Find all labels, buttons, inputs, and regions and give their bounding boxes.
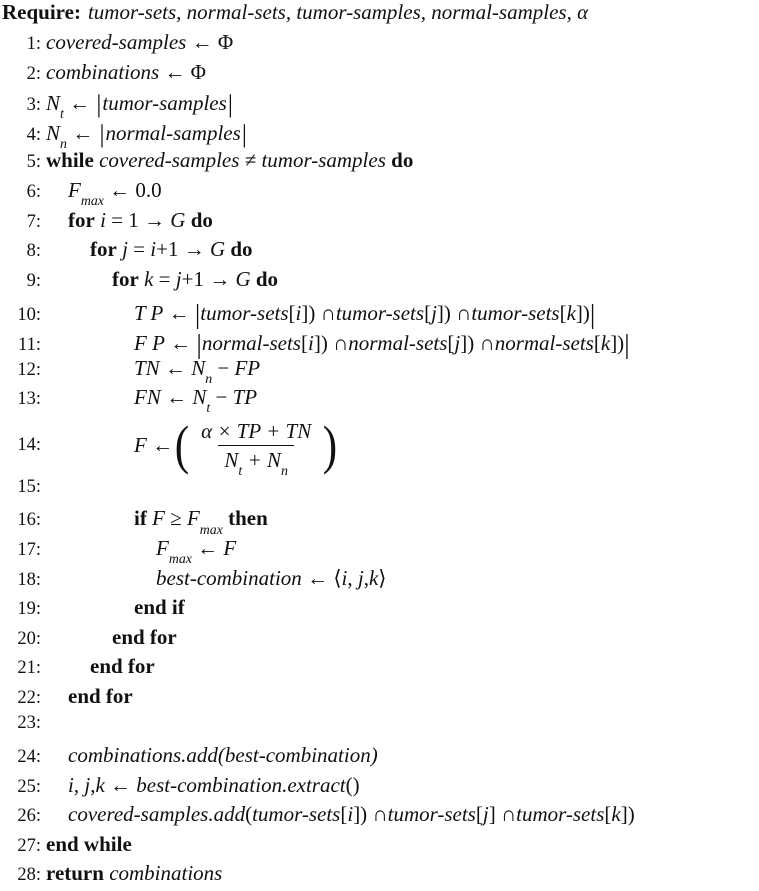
line-number: 28: (17, 865, 41, 886)
line-content: combinations ← Φ (46, 59, 207, 84)
line-content: covered-samples.add(tumor-sets[i]) ∩tumor-sets[j] ∩tumor-sets[k]) (68, 802, 635, 827)
line-content: end if (134, 595, 185, 620)
line-content: covered-samples ← Φ (46, 30, 234, 54)
code-line (0, 237, 759, 267)
line-content: $N_t$ ← |tumor-samples| (46, 91, 233, 122)
line-number: 26: (17, 806, 41, 827)
code-line (0, 148, 759, 178)
line-content: for k = j+1 → G do (112, 266, 279, 291)
code-line (0, 415, 759, 477)
fraction-lhs: F ← (134, 433, 174, 458)
code-line (0, 119, 759, 152)
left-paren: ( (174, 415, 190, 476)
require-keyword: Require: (2, 0, 81, 24)
line-number: 27: (17, 835, 41, 856)
line-content: $N_n$ ← |normal-samples| (46, 120, 247, 152)
line-content: end for (90, 654, 155, 679)
code-line (0, 595, 759, 625)
code-line (0, 356, 759, 386)
code-line (0, 477, 759, 507)
line-number: 16: (17, 510, 41, 531)
code-line (0, 296, 759, 330)
line-content: for i = 1 → G do (68, 207, 213, 232)
code-line (0, 684, 759, 714)
code-line (0, 773, 759, 803)
line-number: 25: (17, 776, 41, 797)
line-content: if $F \ge F_{max}$ then (134, 506, 268, 537)
line-number: 2: (26, 63, 41, 84)
line-content: combinations.add(best-combination) (68, 743, 378, 768)
line-number: 9: (26, 270, 41, 291)
line-content: end while (46, 831, 132, 856)
require-row (0, 0, 759, 30)
line-number: 12: (17, 359, 41, 380)
line-number: 14: (17, 435, 41, 456)
code-line (0, 713, 759, 743)
fraction-denominator: $N_t + N_n$ (218, 445, 294, 473)
code-line (0, 625, 759, 655)
line-content: while covered-samples ≠ tumor-samples do (46, 148, 414, 173)
code-line (0, 536, 759, 566)
line-content: FN ← $N_t$ − TP (134, 385, 258, 416)
line-content (129, 415, 759, 478)
line-content: T P ← |tumor-sets[i]) ∩tumor-sets[j]) ∩tumor-sets[k])| (134, 299, 596, 330)
line-number: 5: (26, 152, 41, 173)
code-line (0, 506, 759, 536)
code-line (0, 60, 759, 90)
line-number: 13: (17, 389, 41, 410)
line-number: 19: (17, 599, 41, 620)
code-line (0, 30, 759, 60)
code-line (0, 654, 759, 684)
line-number: 4: (26, 124, 41, 145)
fraction-expression (134, 415, 339, 478)
line-number: 22: (17, 687, 41, 708)
line-content: $F_{max}$ ← 0.0 (68, 177, 162, 209)
right-paren: ) (323, 415, 338, 476)
line-number: 8: (26, 241, 41, 262)
code-line (0, 267, 759, 297)
line-number: 6: (26, 181, 41, 202)
line-content: end for (68, 683, 133, 708)
code-line (0, 89, 759, 122)
line-number: 3: (26, 95, 41, 116)
code-line (0, 566, 759, 596)
line-number: 17: (17, 539, 41, 560)
code-line (0, 861, 759, 891)
line-content (41, 491, 759, 492)
code-line (0, 178, 759, 208)
line-content: return combinations (46, 861, 223, 886)
line-content: $F_{max}$ ← F (156, 535, 237, 567)
line-number: 18: (17, 569, 41, 590)
line-content: best-combination ← ⟨i, j,k⟩ (156, 565, 387, 590)
line-number: 21: (17, 658, 41, 679)
code-line (0, 802, 759, 832)
fraction (195, 418, 317, 478)
line-number: 24: (17, 747, 41, 768)
line-number: 23: (17, 713, 41, 734)
line-number: 1: (26, 34, 41, 54)
code-line (0, 208, 759, 238)
line-number: 20: (17, 628, 41, 649)
line-content: TN ← $N_n$ − FP (134, 355, 261, 386)
require-arguments: tumor-sets, normal-sets, tumor-samples, normal-samples, α (87, 0, 589, 24)
line-number: 7: (26, 211, 41, 232)
line-number: 15: (17, 476, 41, 497)
fraction-numerator: α × TP + TN (201, 418, 312, 443)
code-line (0, 385, 759, 415)
line-content: end for (112, 624, 177, 649)
line-number: 10: (17, 305, 41, 326)
line-content: for j = i+1 → G do (90, 237, 253, 262)
line-content (41, 727, 759, 728)
line-number: 11: (18, 334, 41, 355)
line-content: i, j,k ← best-combination.extract() (68, 772, 360, 797)
code-line (0, 743, 759, 773)
line-content: F P ← |normal-sets[i]) ∩normal-sets[j]) ∩normal-sets[k])| (134, 328, 630, 359)
code-line (0, 326, 759, 359)
code-line (0, 832, 759, 862)
